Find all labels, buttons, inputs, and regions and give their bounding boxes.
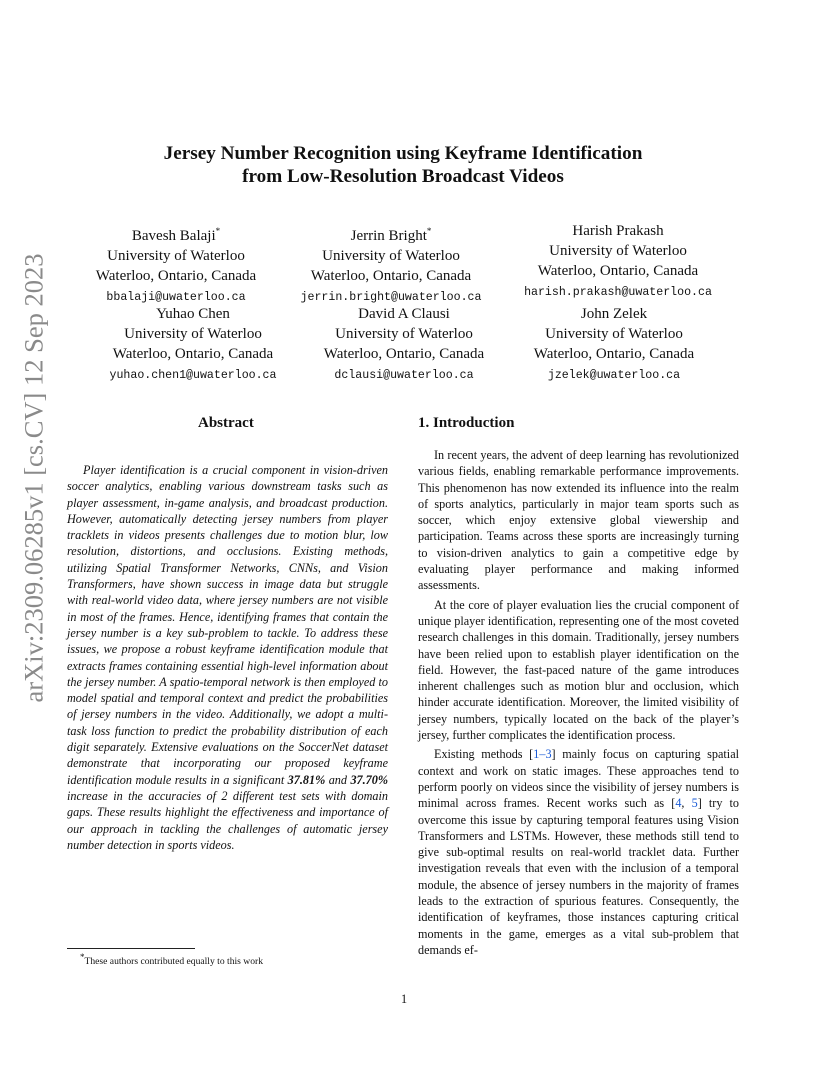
abstract-text-2: and — [325, 772, 351, 787]
footnote-text: These authors contributed equally to this work — [84, 956, 264, 968]
paper-title — [0, 142, 806, 188]
author-location: Waterloo, Ontario, Canada — [537, 263, 699, 279]
abstract-heading: Abstract — [198, 415, 254, 431]
author-location: Waterloo, Ontario, Canada — [533, 346, 695, 362]
author-affiliation: University of Waterloo — [545, 326, 683, 342]
equal-contribution-mark: * — [215, 226, 221, 236]
abstract-body — [67, 462, 388, 853]
arxiv-identifier-stamp: arXiv:2309.06285v1 [cs.CV] 12 Sep 2023 — [18, 253, 49, 703]
author-block — [284, 304, 524, 386]
author-email: dclausi@uwaterloo.ca — [334, 369, 474, 382]
intro-paragraph-2: At the core of player evaluation lies the crucial component of unique player identification, representing one of the most coveted research challenges in this domain. Traditionally, jersey numbers have been relied upon to establish player identification on the field. However, the fast-paced nature of the game introduces inherent challenges such as motion blur and occlusion, which hinder accurate identification. Moreover, the limited visibility of jersey numbers, typically located on the back of the player’s jersey, further complicates the identification process. — [418, 597, 739, 743]
author-location: Waterloo, Ontario, Canada — [112, 346, 274, 362]
author-name: David A Clausi — [358, 306, 450, 322]
intro-text: Existing methods [ — [434, 747, 534, 762]
author-block — [73, 304, 313, 386]
author-location: Waterloo, Ontario, Canada — [310, 268, 472, 284]
author-block — [494, 304, 734, 386]
intro-paragraph-1: In recent years, the advent of deep learning has revolutionized various fields, enabling remarkable performance improvements. This phenomenon has now extended its influence into the realm of sports analytics, particularly in major team sports such as soccer, which enjoy extensive global viewership and participation. Teams across these sports are increasingly turning to vision-driven analytics to gain a competitive edge by evaluating player performance and making informed assessments. — [418, 448, 739, 593]
title-line-2: from Low-Resolution Broadcast Videos — [242, 166, 564, 187]
author-block — [56, 221, 296, 308]
author-email: yuhao.chen1@uwaterloo.ca — [109, 369, 277, 382]
author-email: harish.prakash@uwaterloo.ca — [524, 286, 712, 299]
author-name: Harish Prakash — [572, 223, 664, 239]
footnote — [80, 952, 263, 967]
author-location: Waterloo, Ontario, Canada — [95, 268, 257, 284]
citation-link[interactable]: 5 — [691, 796, 698, 811]
intro-text: , — [681, 796, 692, 811]
author-name: John Zelek — [580, 306, 648, 322]
intro-paragraph-3 — [418, 746, 739, 958]
citation-link[interactable]: 1–3 — [533, 747, 552, 762]
author-name: Bavesh Balaji — [131, 228, 216, 244]
author-name: Yuhao Chen — [156, 306, 230, 322]
author-affiliation: University of Waterloo — [335, 326, 473, 342]
abstract-stat-2: 37.70% — [350, 772, 389, 787]
abstract-text-1: Player identification is a crucial component in vision-driven soccer analytics, enabling various downstream tasks such as player assessment, in-game analysis, and broadcast production. However, automatically detecting jersey numbers from player tracklets in videos presents challenges due to motion blur, low resolution, distortions, and occlusions. Existing methods, utilizing Spatial Transformer Networks, CNNs, and Vision Transformers, have shown success in image data but struggle with real-world video data, where jersey numbers are not visible in most of the frames. Hence, identifying frames that contain the jersey number is a key sub-problem to tackle. To address these issues, we propose a robust keyframe identification module that extracts frames containing essential high-level information about the jersey number. A spatio-temporal network is then employed to model spatial and temporal context and predict the probabilities of jersey numbers in the video. Additionally, we adopt a multi-task loss function to predict the probability distribution of each digit separately. Extensive evaluations on the SoccerNet dataset demonstrate that incorporating our proposed keyframe identification module results in a significant — [67, 463, 388, 787]
intro-text: ] try to overcome this issue by capturing temporal features using Vision Transformers and LSTMs. However, these methods still tend to give sub-optimal results on real-world tracklet data. Further investigation reveals that even with the inclusion of a temporal module, the absence of jersey numbers in the majority of frames leads to the extraction of spurious features. Consequently, the identification of keyframes, those instances capturing critical moments in the game, emerges as a vital sub-problem that demands ef- — [418, 796, 740, 957]
footnote-divider — [67, 948, 195, 949]
author-affiliation: University of Waterloo — [107, 248, 245, 264]
abstract-text-3: increase in the accuracies of 2 different test sets with domain gaps. These results highlight the effectiveness and importance of our approach in tackling the challenges of automatic jersey number detection in sports videos. — [67, 788, 388, 852]
author-location: Waterloo, Ontario, Canada — [323, 346, 485, 362]
title-line-1: Jersey Number Recognition using Keyframe Identification — [163, 143, 643, 164]
author-email: bbalaji@uwaterloo.ca — [106, 291, 246, 304]
footnote-mark: * — [80, 952, 85, 962]
author-email: jerrin.bright@uwaterloo.ca — [300, 291, 482, 304]
citation-link[interactable]: 4 — [675, 796, 682, 811]
equal-contribution-mark: * — [426, 226, 432, 236]
introduction-heading: 1. Introduction — [418, 415, 515, 431]
author-block — [271, 221, 511, 308]
introduction-body — [418, 447, 739, 961]
intro-text: ] mainly focus on capturing spatial context and work on static images. These approaches tend to perform poorly on videos since the visibility of jersey numbers is minimal across frames. Recent works such as [ — [418, 747, 739, 811]
abstract-stat-1: 37.81% — [287, 772, 326, 787]
author-affiliation: University of Waterloo — [322, 248, 460, 264]
author-affiliation: University of Waterloo — [124, 326, 262, 342]
author-email: jzelek@uwaterloo.ca — [547, 369, 681, 382]
page-number: 1 — [400, 992, 408, 1006]
author-name: Jerrin Bright — [350, 228, 427, 244]
author-block — [498, 221, 738, 303]
author-affiliation: University of Waterloo — [549, 243, 687, 259]
